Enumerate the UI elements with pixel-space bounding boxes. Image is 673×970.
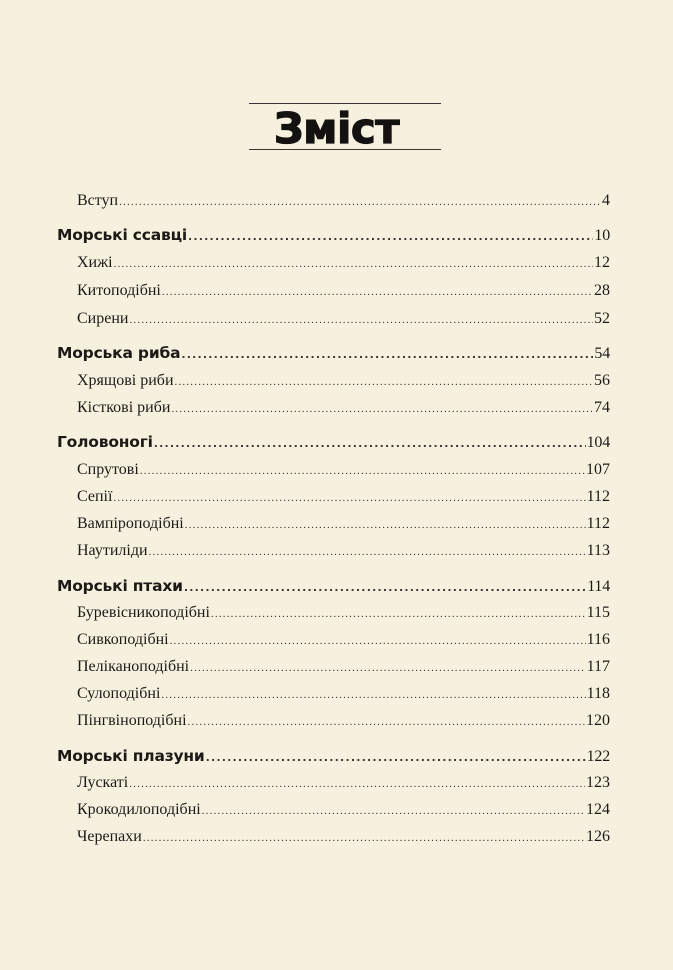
toc-entry-row[interactable] [77, 712, 610, 736]
toc-entry-row[interactable] [77, 658, 610, 682]
toc-page-number: 4 [602, 192, 610, 209]
toc-entry-label: Вампіроподібні [77, 515, 184, 532]
dot-leader [206, 751, 586, 764]
toc-page-number: 10 [594, 227, 610, 244]
toc-entry-label: Морські плазуни [57, 747, 205, 765]
toc-entry-row[interactable] [77, 372, 610, 396]
toc-entry-label: Вступ [77, 192, 119, 209]
toc-page-number: 126 [586, 828, 610, 845]
dot-leader [161, 689, 585, 701]
toc-entry-label: Хижі [77, 254, 113, 271]
toc-section-row[interactable] [57, 226, 610, 250]
toc-page-number: 12 [594, 254, 610, 271]
toc-entry-label: Хрящові риби [77, 372, 174, 389]
toc-entry-row[interactable] [77, 685, 610, 709]
toc-page-number: 54 [594, 345, 610, 362]
dot-leader [154, 437, 586, 450]
dot-leader [181, 348, 593, 361]
toc-entry-label: Спрутові [77, 461, 139, 478]
dot-leader [170, 635, 586, 647]
toc-entry-row[interactable] [77, 192, 610, 216]
toc-page-number: 107 [586, 461, 610, 478]
toc-page-number: 28 [594, 282, 610, 299]
toc-entry-row[interactable] [77, 828, 610, 852]
toc-section-row[interactable] [57, 344, 610, 368]
toc-entry-label: Морські ссавці [57, 226, 188, 244]
toc-page-number: 115 [586, 604, 610, 621]
dot-leader [202, 805, 585, 817]
dot-leader [162, 286, 593, 298]
dot-leader [190, 662, 585, 674]
toc-entry-label: Пінгвіноподібні [77, 712, 187, 729]
toc-page-number: 122 [586, 748, 610, 765]
dot-leader [175, 376, 594, 388]
toc-entry-label: Китоподібні [77, 282, 161, 299]
toc-entry-row[interactable] [77, 801, 610, 825]
toc-section-row[interactable] [57, 433, 610, 457]
toc-page-number: 124 [586, 801, 610, 818]
toc-entry-row[interactable] [77, 515, 610, 539]
dot-leader [143, 832, 585, 844]
dot-leader [185, 519, 586, 531]
dot-leader [188, 716, 585, 728]
toc-entry-label: Сирени [77, 310, 129, 327]
dot-leader [184, 581, 586, 594]
toc-page-number: 112 [586, 488, 610, 505]
toc-entry-label: Сулоподібні [77, 685, 161, 702]
toc-entry-label: Наутиліди [77, 542, 148, 559]
toc-entry-row[interactable] [77, 542, 610, 566]
toc-entry-row[interactable] [77, 254, 610, 278]
dot-leader [113, 492, 585, 504]
toc-entry-row[interactable] [77, 461, 610, 485]
toc-section-row[interactable] [57, 577, 610, 601]
toc-entry-label: Морська риба [57, 344, 181, 362]
toc-page-number: 113 [586, 542, 610, 559]
toc-page-number: 120 [586, 712, 610, 729]
toc-entry-label: Буревісникоподібні [77, 604, 210, 621]
toc-entry-label: Пеліканоподібні [77, 658, 190, 675]
toc-entry-row[interactable] [77, 310, 610, 334]
toc-page-number: 123 [586, 774, 610, 791]
toc-entry-label: Лускаті [77, 774, 129, 791]
toc-entry-row[interactable] [77, 774, 610, 798]
toc-entry-label: Головоногі [57, 433, 153, 451]
toc-entry-label: Морські птахи [57, 577, 183, 595]
toc-page-number: 56 [594, 372, 610, 389]
dot-leader [129, 314, 593, 326]
dot-leader [129, 778, 585, 790]
dot-leader [188, 230, 593, 243]
toc-entry-label: Сивкоподібні [77, 631, 169, 648]
toc-entry-label: Сепії [77, 488, 113, 505]
dot-leader [149, 546, 586, 558]
dot-leader [171, 403, 593, 415]
dot-leader [211, 608, 586, 620]
toc-page-number: 74 [594, 399, 610, 416]
dot-leader [119, 196, 601, 208]
toc-page-number: 114 [587, 578, 610, 595]
toc-page-number: 112 [586, 515, 610, 532]
dot-leader [140, 465, 585, 477]
page-title: Зміст [273, 104, 400, 153]
toc-page-number: 52 [594, 310, 610, 327]
toc-entry-row[interactable] [77, 631, 610, 655]
toc-section-row[interactable] [57, 747, 610, 771]
toc-page-number: 116 [586, 631, 610, 648]
dot-leader [114, 258, 593, 270]
toc-page-number: 104 [586, 434, 610, 451]
toc-entry-label: Кісткові риби [77, 399, 171, 416]
toc-entry-row[interactable] [77, 604, 610, 628]
toc-entry-row[interactable] [77, 488, 610, 512]
toc-page-number: 117 [586, 658, 610, 675]
toc-entry-row[interactable] [77, 399, 610, 423]
toc-entry-label: Крокодилоподібні [77, 801, 201, 818]
toc-page-number: 118 [586, 685, 610, 702]
toc-entry-row[interactable] [77, 282, 610, 306]
toc-entry-label: Черепахи [77, 828, 142, 845]
